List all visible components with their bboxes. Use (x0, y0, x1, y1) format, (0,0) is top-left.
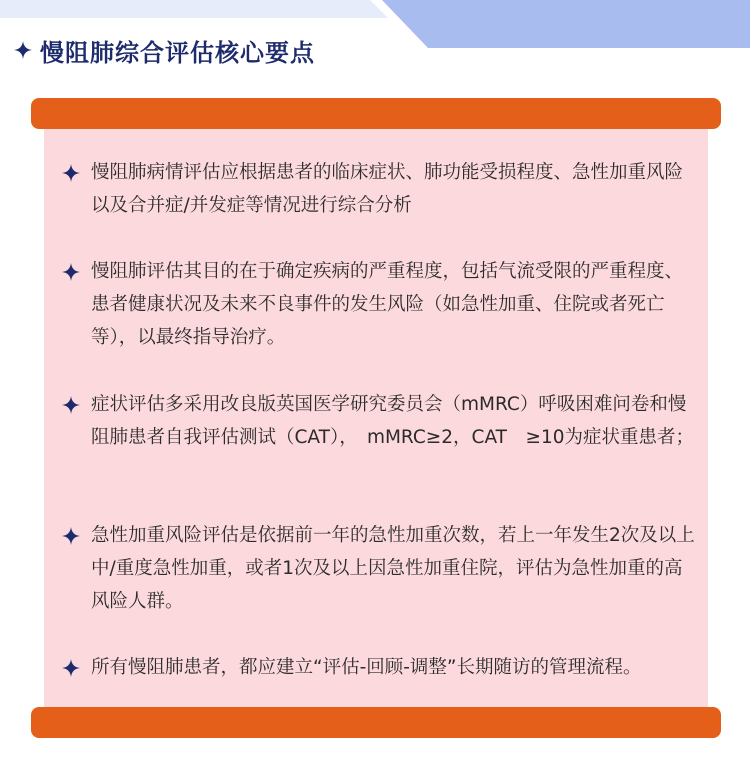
sparkle-bullet-icon (62, 164, 80, 182)
list-item-text: 所有慢阻肺患者，都应建立“评估-回顾-调整”长期随访的管理流程。 (91, 657, 642, 678)
key-points-list (44, 129, 708, 707)
top-accent-bar (31, 98, 721, 129)
list-item-text: 症状评估多采用改良版英国医学研究委员会（mMRC）呼吸困难问卷和慢阻肺患者自我评估测试（CAT）， mMRC≥2，CAT ≥10为症状重患者； (91, 394, 695, 448)
list-item-text: 慢阻肺评估其目的在于确定疾病的严重程度，包括气流受限的严重程度、患者健康状况及未来不良事件的发生风险（如急性加重、住院或者死亡等），以最终指导治疗。 (91, 261, 684, 348)
sparkle-bullet-icon (62, 396, 80, 414)
list-item (62, 255, 702, 354)
bottom-accent-bar (31, 707, 721, 738)
list-item-text: 慢阻肺病情评估应根据患者的临床症状、肺功能受损程度、急性加重风险以及合并症/并发症等情况进行综合分析 (91, 162, 684, 216)
section-heading (14, 30, 315, 70)
sparkle-bullet-icon (62, 263, 80, 281)
sparkle-bullet-icon (62, 527, 80, 545)
list-item (62, 651, 702, 684)
sparkle-bullet-icon (62, 659, 80, 677)
list-item (62, 388, 702, 454)
list-item (62, 156, 702, 222)
content-card (44, 129, 708, 707)
list-item (62, 519, 702, 618)
page-title: 慢阻肺综合评估核心要点 (40, 38, 315, 67)
sparkle-icon (14, 41, 32, 59)
list-item-text: 急性加重风险评估是依据前一年的急性加重次数，若上一年发生2次及以上中/重度急性加重，或者1次及以上因急性加重住院，评估为急性加重的高风险人群。 (91, 525, 695, 612)
